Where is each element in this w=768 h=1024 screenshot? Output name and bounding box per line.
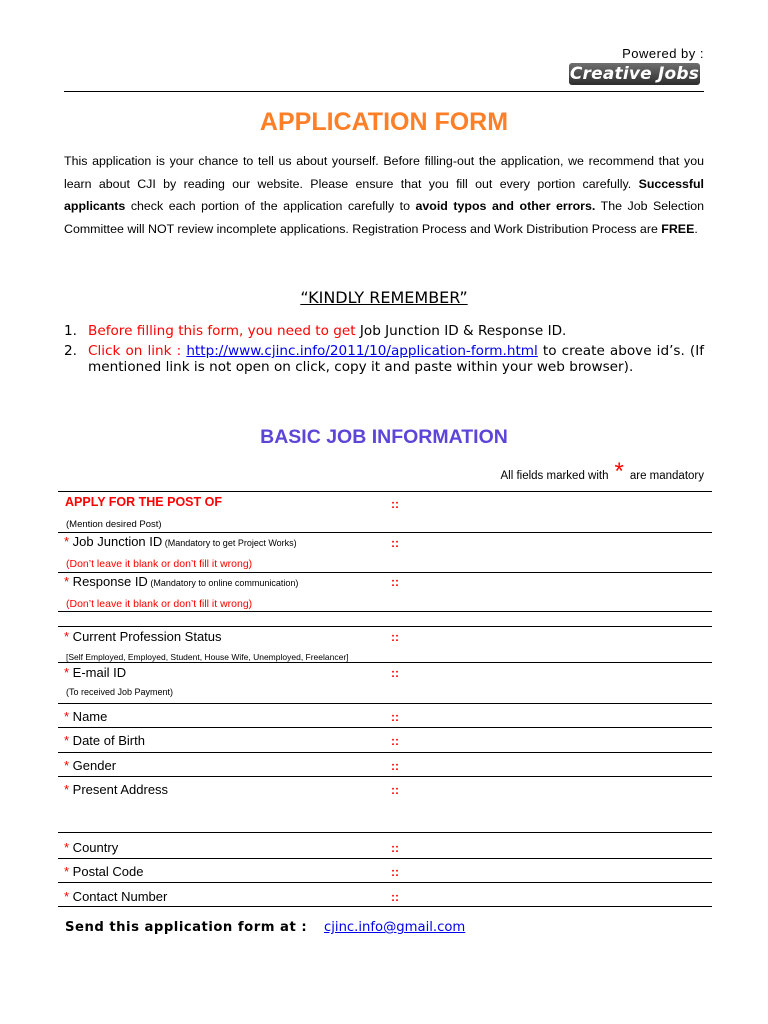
profession-options-hint: [Self Employed, Employed, Student, House Wife, Unemployed, Freelancer] <box>66 652 349 662</box>
present-address-label <box>64 782 168 797</box>
reminder-red-text: Click on link : <box>88 343 187 359</box>
required-star-icon: * <box>64 758 70 773</box>
label-text: Job Junction ID <box>69 534 163 549</box>
required-star-icon: * <box>64 709 70 724</box>
header-divider <box>64 91 704 92</box>
intro-text-3: The Job Selection Committee will NOT review incomplete applications. Registration Process and Work Distribution Process are <box>64 199 704 236</box>
label-text: Present Address <box>69 782 169 797</box>
intro-text-4: . <box>694 221 698 236</box>
page-title: APPLICATION FORM <box>259 108 509 136</box>
row-divider <box>58 626 712 627</box>
row-divider <box>58 532 712 533</box>
email-id-label <box>64 665 126 680</box>
list-number: 1. <box>64 323 77 339</box>
reminder-bold-text: Job Junction ID & Response ID <box>359 323 563 339</box>
response-id-warning: (Don’t leave it blank or don’t fill it wrong) <box>66 598 253 610</box>
row-divider <box>58 832 712 833</box>
profession-status-label <box>64 629 222 644</box>
reminder-item-2 <box>64 343 704 375</box>
intro-bold-1: Successful applicants <box>64 176 704 213</box>
field-separator: :: <box>391 630 399 644</box>
application-form-link[interactable]: http://www.cjinc.info/2011/10/application-form.html <box>186 343 538 359</box>
name-label <box>64 709 107 724</box>
response-id-label <box>64 574 298 589</box>
send-form-label: Send this application form at : <box>65 920 308 935</box>
row-divider <box>58 858 712 859</box>
gender-label <box>64 758 116 773</box>
row-divider <box>58 882 712 883</box>
field-separator: :: <box>391 734 399 748</box>
powered-by-label: Powered by : <box>622 46 704 61</box>
field-separator: :: <box>391 536 399 550</box>
label-text: Response ID <box>69 574 148 589</box>
send-email-link[interactable]: cjinc.info@gmail.com <box>324 920 466 935</box>
required-star-icon: * <box>64 733 70 748</box>
label-text: Date of Birth <box>69 733 145 748</box>
row-divider <box>58 727 712 728</box>
email-id-hint: (To received Job Payment) <box>66 687 174 697</box>
label-text: Gender <box>69 758 117 773</box>
label-text: Current Profession Status <box>69 629 222 644</box>
job-junction-id-label <box>64 534 297 549</box>
required-star-icon: * <box>64 574 70 589</box>
label-text: E-mail ID <box>69 665 127 680</box>
kindly-remember-title: “KINDLY REMEMBER” <box>300 288 468 307</box>
row-divider <box>58 752 712 753</box>
required-star-icon: * <box>64 629 70 644</box>
row-divider <box>58 703 712 704</box>
row-divider <box>58 776 712 777</box>
reminder-end: . <box>562 323 567 339</box>
apply-post-hint: (Mention desired Post) <box>66 519 162 530</box>
label-text: Postal Code <box>69 864 144 879</box>
required-star-icon: * <box>64 840 70 855</box>
row-divider <box>58 491 712 492</box>
row-divider <box>58 662 712 663</box>
required-star-icon: * <box>64 782 70 797</box>
required-star-icon: * <box>64 534 70 549</box>
mandatory-note <box>500 458 704 485</box>
label-text: Contact Number <box>69 889 168 904</box>
label-text: Country <box>69 840 119 855</box>
reminder-red-text: Before filling this form, you need to get <box>88 323 360 339</box>
creative-jobs-logo: Creative Jobs <box>569 64 700 84</box>
intro-bold-3: FREE <box>661 221 695 236</box>
country-label <box>64 840 118 855</box>
intro-text-1: This application is your chance to tell us about yourself. Before filling-out the application, we recommend that you learn about CJI by reading our website. Please ensure that you fill out every portion carefully. <box>64 154 704 191</box>
contact-number-label <box>64 889 167 904</box>
row-divider <box>58 906 712 907</box>
date-of-birth-label <box>64 733 145 748</box>
intro-bold-2: avoid typos and other errors. <box>415 199 596 213</box>
list-number: 2. <box>64 343 77 359</box>
field-separator: :: <box>391 575 399 589</box>
label-note: (Mandatory to get Project Works) <box>162 538 297 548</box>
postal-code-label <box>64 864 144 879</box>
label-text: Name <box>69 709 108 724</box>
field-separator: :: <box>391 710 399 724</box>
label-note: (Mandatory to online communication) <box>147 578 299 588</box>
field-separator: :: <box>391 890 399 904</box>
field-separator: :: <box>391 783 399 797</box>
reminder-item-1 <box>64 323 704 339</box>
field-separator: :: <box>391 759 399 773</box>
required-star-icon: * <box>64 864 70 879</box>
mandatory-star-icon: * <box>614 458 624 485</box>
job-junction-id-warning: (Don’t leave it blank or don’t fill it wrong) <box>66 558 253 570</box>
row-divider <box>58 572 712 573</box>
section-title: BASIC JOB INFORMATION <box>260 426 508 448</box>
field-separator: :: <box>391 865 399 879</box>
field-separator: :: <box>391 666 399 680</box>
apply-post-label: APPLY FOR THE POST OF <box>65 495 222 509</box>
mandatory-text-before: All fields marked with <box>500 470 609 482</box>
intro-paragraph <box>64 150 704 240</box>
field-separator: :: <box>391 841 399 855</box>
intro-text-2: check each portion of the application carefully to <box>125 199 416 213</box>
reminder-rest-text: to create above id’s. (If mentioned link is not open on click, copy it and paste within your web browser). <box>88 343 704 375</box>
mandatory-text-after: are mandatory <box>629 470 704 482</box>
row-divider <box>58 611 712 612</box>
required-star-icon: * <box>64 665 70 680</box>
field-separator: :: <box>391 497 399 511</box>
required-star-icon: * <box>64 889 70 904</box>
